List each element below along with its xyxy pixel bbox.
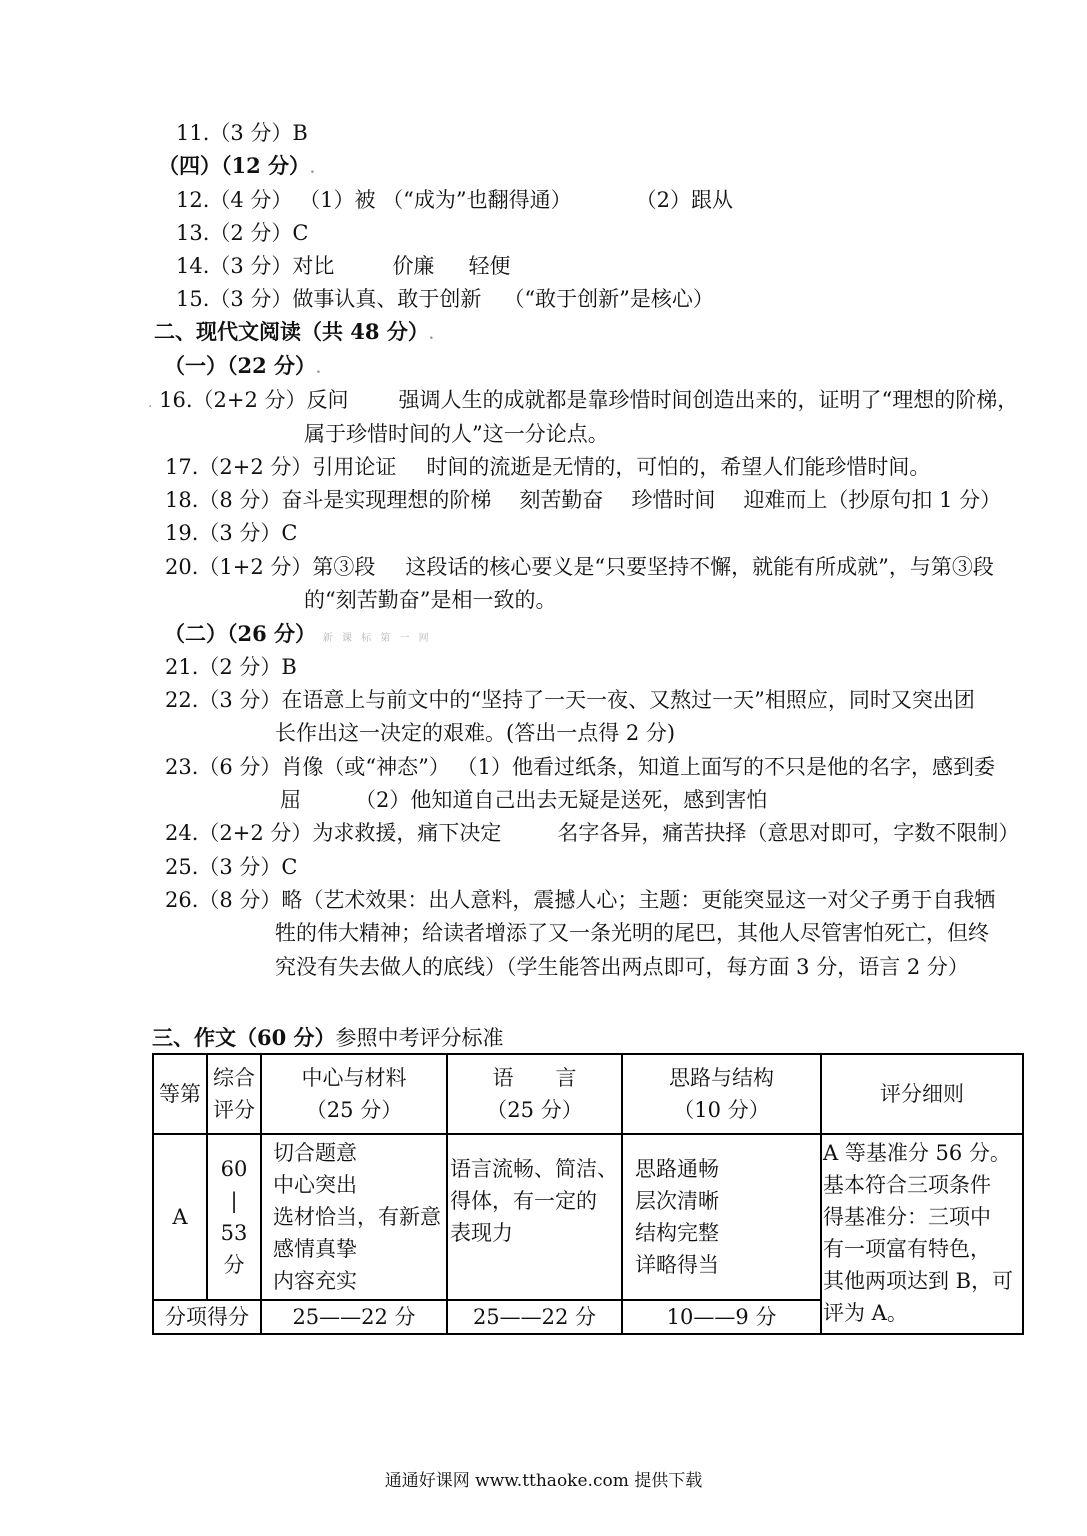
cell-sub-structure: 10——9 分 [622,1300,821,1334]
cell-content: 切合题意 中心突出 选材恰当，有新意 感情真挚 内容充实 [261,1134,447,1300]
dot-mark: . [148,395,153,411]
answer-q25: 25.（3 分）C [165,855,298,879]
answer-q23-continued: 屈 （2）他知道自己出去无疑是送死，感到害怕 [280,788,768,812]
answer-q26-line2: 牲的伟大精神；给读者增添了又一条光明的尾巴，其他人尽管害怕死亡，但终 [275,921,989,945]
answer-q26: 26.（8 分）略（艺术效果：出人意料，震撼人心；主题：更能突显这一对父子勇于自我牺 [165,888,996,912]
answer-q21: 21.（2 分）B [165,655,297,679]
answer-q17: 17.（2+2 分）引用论证 时间的流逝是无情的，可怕的，希望人们能珍惜时间。 [165,455,931,479]
answer-q18: 18.（8 分）奋斗是实现理想的阶梯 刻苦勤奋 珍惜时间 迎难而上（抄原句扣 1 分） [165,488,1002,512]
answer-q26-line3: 究没有失去做人的底线）（学生能答出两点即可，每方面 3 分，语言 2 分） [275,955,969,979]
answer-q23: 23.（6 分）肖像（或“神态”） （1）他看过纸条，知道上面写的不只是他的名字，感到委 [165,755,995,779]
answer-q15: 15.（3 分）做事认真、敢于创新 （“敢于创新”是核心） [176,287,714,311]
part-one-heading: （一）（22 分）. [164,353,321,378]
answer-q11: 11.（3 分）B [176,121,308,145]
answer-q12: 12.（4 分） （1）被 （“成为”也翻得通） （2）跟从 [176,188,734,212]
cell-sub-label: 分项得分 [153,1300,261,1334]
cell-language: 语言流畅、简洁、 得体，有一定的 表现力 [447,1134,622,1300]
answer-q24: 24.（2+2 分）为求救援，痛下决定 名字各异，痛苦抉择（意思对即可，字数不限制） [165,821,1020,845]
footer-source: 通通好课网 www.tthaoke.com 提供下载 [384,1471,703,1491]
section-three-title: 三、作文（60 分）参照中考评分标准 [152,1025,504,1050]
answer-q14: 14.（3 分）对比 价廉 轻便 [176,254,511,278]
cell-structure: 思路通畅 层次清晰 结构完整 详略得当 [622,1134,821,1300]
header-content: 中心与材料 （25 分） [261,1054,447,1134]
dot-mark: . [310,161,315,177]
part-two-heading: （二）（26 分） 新 课 标 第 一 网 [164,621,432,646]
header-total: 综合 评分 [207,1054,261,1134]
answer-q16-continued: 属于珍惜时间的人”这一分论点。 [304,422,609,446]
answer-q20: 20.（1+2 分）第③段 这段话的核心要义是“只要坚持不懈，就能有所成就”，与第③段 [165,555,994,579]
answer-q13: 13.（2 分）C [176,221,309,245]
header-language: 语 言 （25 分） [447,1054,622,1134]
section-two-title: 二、现代文阅读（共 48 分）. [154,319,434,344]
header-grade: 等第 [153,1054,207,1134]
header-detail: 评分细则 [821,1054,1023,1134]
answer-q16: . 16.（2+2 分）反问 强调人生的成就都是靠珍惜时间创造出来的，证明了“理想的阶梯， [148,388,1019,412]
dot-mark: . [428,327,434,343]
cell-grade: A [153,1134,207,1300]
cell-sub-language: 25——22 分 [447,1300,622,1334]
answer-q22: 22.（3 分）在语意上与前文中的“坚持了一天一夜、又熬过一天”相照应，同时又突出团 [165,688,975,712]
answer-q22-continued: 长作出这一决定的艰难。(答出一点得 2 分) [275,721,676,745]
part-four-heading: （四）（12 分）. [158,153,315,178]
cell-detail: A 等基准分 56 分。 基本符合三项条件 得基准分：三项中 有一项富有特色， 其他两项达到 B，可 评为 A。 [821,1134,1023,1334]
cell-sub-content: 25——22 分 [261,1300,447,1334]
watermark-text: 新 课 标 第 一 网 [322,633,432,644]
essay-scoring-table [152,1053,1024,1335]
header-structure: 思路与结构 （10 分） [622,1054,821,1134]
answer-q19: 19.（3 分）C [165,521,298,545]
dot-mark: . [316,361,321,377]
answer-q20-continued: 的“刻苦勤奋”是相一致的。 [304,588,557,612]
cell-total: 60 | 53 分 [207,1134,261,1300]
